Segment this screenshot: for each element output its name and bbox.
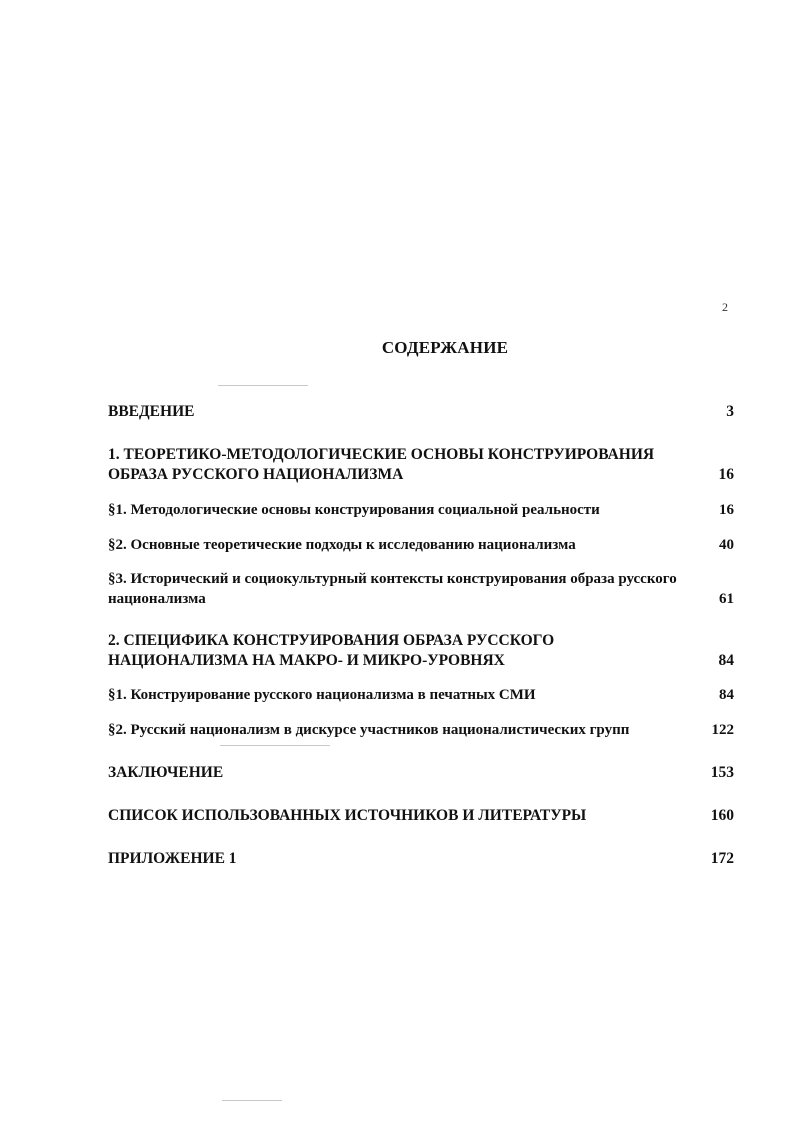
- toc-entry-title: §2. Русский национализм в дискурсе участников националистических групп: [108, 722, 630, 738]
- toc-entry-title: 2. СПЕЦИФИКА КОНСТРУИРОВАНИЯ ОБРАЗА РУССКОГО НАЦИОНАЛИЗМА НА МАКРО- И МИКРО-УРОВНЯХ: [108, 632, 555, 669]
- toc-entry-page: 84: [718, 652, 734, 669]
- toc-entry-page: 122: [711, 722, 734, 738]
- scan-artifact: [222, 1100, 282, 1101]
- toc-entry-appendix-1[interactable]: [108, 849, 734, 869]
- toc-entry-title: §3. Исторический и социокультурный контексты конструирования образа русского национализма: [108, 571, 677, 607]
- toc-entry-title: §1. Конструирование русского национализма в печатных СМИ: [108, 687, 536, 703]
- toc-entry-chapter-1[interactable]: [108, 445, 734, 485]
- toc-entry-page: 84: [719, 687, 734, 703]
- toc-entry-chapter-2-section-1[interactable]: [108, 685, 734, 705]
- toc-entry-page: 153: [710, 764, 734, 781]
- toc-entry-conclusion[interactable]: [108, 763, 734, 783]
- toc-entry-title: §1. Методологические основы конструирования социальной реальности: [108, 502, 600, 518]
- toc-heading: СОДЕРЖАНИЕ: [381, 338, 509, 357]
- toc-entry-title: ВВЕДЕНИЕ: [108, 403, 195, 420]
- toc-entry-title: 1. ТЕОРЕТИКО-МЕТОДОЛОГИЧЕСКИЕ ОСНОВЫ КОНСТРУИРОВАНИЯ ОБРАЗА РУССКОГО НАЦИОНАЛИЗМА: [108, 446, 655, 483]
- toc-entry-page: 61: [719, 591, 734, 607]
- toc-entry-title: ЗАКЛЮЧЕНИЕ: [108, 764, 224, 781]
- toc-entry-chapter-1-section-2[interactable]: [108, 535, 734, 555]
- toc-entry-chapter-2-section-2[interactable]: [108, 720, 734, 740]
- toc-entry-page: 3: [726, 403, 734, 420]
- toc-entry-title: §2. Основные теоретические подходы к исследованию национализма: [108, 537, 576, 553]
- scan-artifact: [220, 745, 330, 746]
- toc-entry-page: 160: [710, 807, 734, 824]
- toc-entry-page: 16: [718, 466, 734, 483]
- toc-entry-introduction[interactable]: [108, 402, 734, 422]
- toc-entry-title: СПИСОК ИСПОЛЬЗОВАННЫХ ИСТОЧНИКОВ И ЛИТЕРАТУРЫ: [108, 807, 587, 824]
- page-number: 2: [722, 300, 728, 314]
- toc-entry-bibliography[interactable]: [108, 806, 734, 826]
- toc-entry-page: 16: [719, 502, 734, 518]
- toc-entry-title: ПРИЛОЖЕНИЕ 1: [108, 850, 237, 867]
- toc-entry-page: 40: [719, 537, 734, 553]
- toc-entry-chapter-2[interactable]: [108, 631, 734, 671]
- scan-artifact: [218, 385, 308, 386]
- toc-entry-chapter-1-section-1[interactable]: [108, 500, 734, 520]
- toc-entry-page: 172: [710, 850, 734, 867]
- toc-entry-chapter-1-section-3[interactable]: [108, 569, 734, 609]
